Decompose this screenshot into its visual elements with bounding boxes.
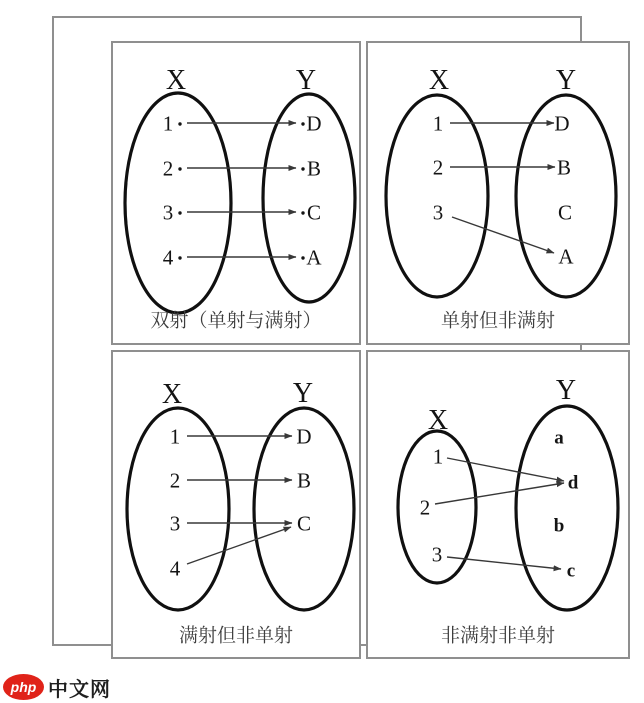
mapping-arrow <box>452 217 554 253</box>
panel-caption: 满射但非单射 <box>178 625 294 647</box>
codomain-element: d <box>567 472 579 494</box>
domain-element: 4 <box>162 245 174 270</box>
element-dot <box>301 256 304 259</box>
domain-element: 2 <box>169 468 181 493</box>
set-y-label: Y <box>555 374 577 406</box>
element-dot <box>178 167 181 170</box>
mapping-arrow <box>447 458 564 481</box>
mapping-arrow <box>187 527 291 564</box>
domain-element: 1 <box>162 111 174 136</box>
codomain-element: B <box>306 156 322 181</box>
codomain-element: b <box>553 515 565 537</box>
codomain-element: c <box>566 560 576 582</box>
domain-element: 2 <box>419 495 431 520</box>
domain-element: 3 <box>162 200 174 225</box>
mapping-figure-bijection <box>113 43 359 343</box>
set-x-label: X <box>161 378 183 410</box>
php-logo-site-text: 中文网 <box>48 678 111 701</box>
codomain-element: a <box>554 427 564 449</box>
mapping-figure-injection-not-surjection <box>368 43 628 343</box>
panel-bijection <box>111 41 361 345</box>
domain-element: 3 <box>432 200 444 225</box>
domain-element: 2 <box>162 156 174 181</box>
codomain-element: C <box>557 200 573 225</box>
element-dot <box>301 167 304 170</box>
set-x-label: X <box>428 64 450 96</box>
element-dot <box>178 256 181 259</box>
domain-element: 1 <box>432 111 444 136</box>
set-x-label: X <box>165 64 187 96</box>
php-logo-icon: php <box>3 674 44 700</box>
codomain-element: B <box>296 468 312 493</box>
panel-injection-not-surjection <box>366 41 630 345</box>
codomain-element: D <box>296 424 312 449</box>
panel-caption: 非满射非单射 <box>440 625 556 647</box>
domain-element: 2 <box>432 155 444 180</box>
codomain-element: A <box>306 245 322 270</box>
panel-neither-surjection-nor-injection <box>366 350 630 659</box>
element-dot <box>301 211 304 214</box>
codomain-element: B <box>556 155 572 180</box>
codomain-element: C <box>306 200 322 225</box>
domain-ellipse <box>125 93 231 313</box>
domain-element: 1 <box>432 444 444 469</box>
domain-element: 4 <box>169 556 181 581</box>
panel-caption: 单射但非满射 <box>440 310 556 332</box>
mapping-arrow <box>435 483 564 504</box>
set-y-label: Y <box>555 64 577 96</box>
set-y-label: Y <box>295 64 317 96</box>
mapping-figure-surjection-not-injection <box>113 352 359 657</box>
element-dot <box>178 122 181 125</box>
domain-element: 3 <box>431 542 443 567</box>
domain-element: 1 <box>169 424 181 449</box>
domain-element: 3 <box>169 511 181 536</box>
codomain-element: C <box>296 511 312 536</box>
panel-caption: 双射（单射与满射） <box>150 310 322 332</box>
set-x-label: X <box>427 404 449 436</box>
set-y-label: Y <box>292 377 314 409</box>
element-dot <box>301 122 304 125</box>
php-cn-watermark <box>3 673 111 701</box>
mapping-figure-neither-surjection-nor-injection <box>368 352 628 657</box>
codomain-element: D <box>554 111 570 136</box>
codomain-element: D <box>306 111 322 136</box>
codomain-element: A <box>558 244 574 269</box>
element-dot <box>178 211 181 214</box>
panel-surjection-not-injection <box>111 350 361 659</box>
outer-frame <box>52 16 582 646</box>
